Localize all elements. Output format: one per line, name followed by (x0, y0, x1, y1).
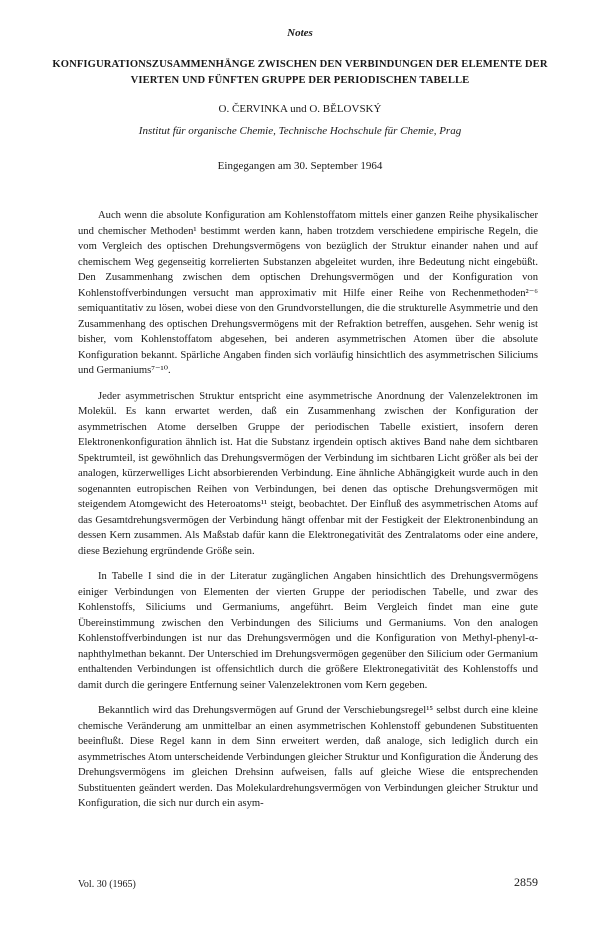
paragraph: Auch wenn die absolute Konfiguration am Kohlenstoffatom mittels einer ganzen Reihe physikalischer und chemischer Methoden¹ bestimmt werden kann, haben trotzdem verschiedene empirische Regeln, die vom Vergleich des optischen Drehungsvermögens von bezüglich der Struktur einander nahen und auf chemischem Weg gegenseitig korrelierten Substanzen abgeleitet wurden, ihre Bedeutung nicht eingebüßt. Den Zusammenhang zwischen dem optischen Drehungsvermögen und der Konfiguration von Kohlenstoffverbindungen versucht man approximativ mit Hilfe einer Reihe von Rechenmethoden²⁻⁶ semiquantitativ zu lösen, wobei diese von den Grundvorstellungen, die die strukturelle Asymmetrie und den Zusammenhang des optischen Drehungsvermögens mit der Refraktion betreffen, ausgehen. Sehr wenig ist bisher, vom Kohlenstoffatom abgesehen, bei anderen asymmetrischen Atomen über die absolute Konfiguration bekannt. Spärliche Angaben finden sich vorläufig hinsichtlich des asymmetrischen Siliciums und Germaniums⁷⁻¹⁰. (78, 210, 538, 376)
journal-volume: Vol. 30 (1965) (78, 879, 136, 890)
authors: O. ČERVINKA und O. BĚLOVSKÝ (218, 103, 382, 115)
running-head: Notes (287, 27, 313, 39)
received-date: Eingegangen am 30. September 1964 (217, 160, 383, 172)
page-number: 2859 (514, 875, 538, 889)
paragraph: Bekanntlich wird das Drehungsvermögen auf Grund der Verschiebungsregel¹⁵ selbst durch eine kleine chemische Veränderung am unmittelbar an einen asymmetrischen Kohlenstoff gebundenen Substituenten beeinflußt. Diese Regel kann in dem Sinn erweitert werden, daß analoge, sich lediglich durch ein asymmetrisches Atom unterscheidende Verbindungen gleicher Struktur und Konfiguration die Änderung des Drehungsvermögens im gleichen Drehsinn aufweisen, falls auf gleiche Wiese die entsprechenden Substituenten geändert werden. Das Molekulardrehungsvermögen von Verbindungen gleicher Struktur und Konfiguration, die sich nur durch ein asym- (78, 705, 538, 809)
paragraph: In Tabelle I sind die in der Literatur zugänglichen Angaben hinsichtlich des Drehungsvermögens einiger Verbindungen von Elementen der vierten Gruppe der periodischen Tabelle, und zwar des Kohlenstoffs, Siliciums und Germaniums, angeführt. Beim Vergleich findet man eine gute Übereinstimmung zwischen den Verbindungen des Siliciums und Germaniums. Von den analogen Kohlenstoffverbindungen ist nur das Drehungsvermögen und die Konfiguration von Methyl-phenyl-α-naphthylmethan bekannt. Der Unterschied im Drehungsvermögen gegenüber den Silicium oder Germanium enthaltenden Verbindungen ist offensichtlich durch die größere Elektronegativität des Kohlenstoffs und damit durch die geringere Entfernung seiner Valenzelektronen vom Kern gegeben. (78, 571, 538, 691)
article-body (78, 208, 538, 812)
paragraph: Jeder asymmetrischen Struktur entspricht eine asymmetrische Anordnung der Valenzelektronen im Molekül. Es kann erwartet werden, daß ein Zusammenhang zwischen der Konfiguration der asymmetrischen Atome derselben Gruppe der periodischen Tabelle existiert, insofern deren Elektronenkonfiguration ähnlich ist. Hat die Substanz irgendein optisch aktives Band nahe dem sichtbaren Spektrumteil, ist gewöhnlich das Drehungsvermögen der Verbindung im sichtbaren Licht größer als bei der analogen, kürzerwelliges Licht absorbierenden Verbindung. Eine ähnliche Abhängigkeit wurde auch in den sogenannten eutropischen Reihen von Verbindungen, bei denen das optische Drehungsvermögen mit steigendem Atomgewicht des Heteroatoms¹¹ steigt, beobachtet. Der Einfluß des asymmetrischen Atoms auf das Gesamtdrehungsvermögen der Verbindung hängt offenbar mit der Festigkeit der Elektronenbindung an dessen Kern zusammen. Als Maßstab dafür kann die Elektronegativität des Zentralatoms oder eine andere, diese Beziehung ergründende Größe sein. (78, 390, 538, 557)
affiliation: Institut für organische Chemie, Technische Hochschule für Chemie, Prag (138, 125, 462, 137)
article-title: KONFIGURATIONSZUSAMMENHÄNGE ZWISCHEN DEN VERBINDUNGEN DER ELEMENTE DER VIERTEN UND FÜNFTEN GRUPPE DER PERIODISCHEN TABELLE (52, 59, 548, 86)
